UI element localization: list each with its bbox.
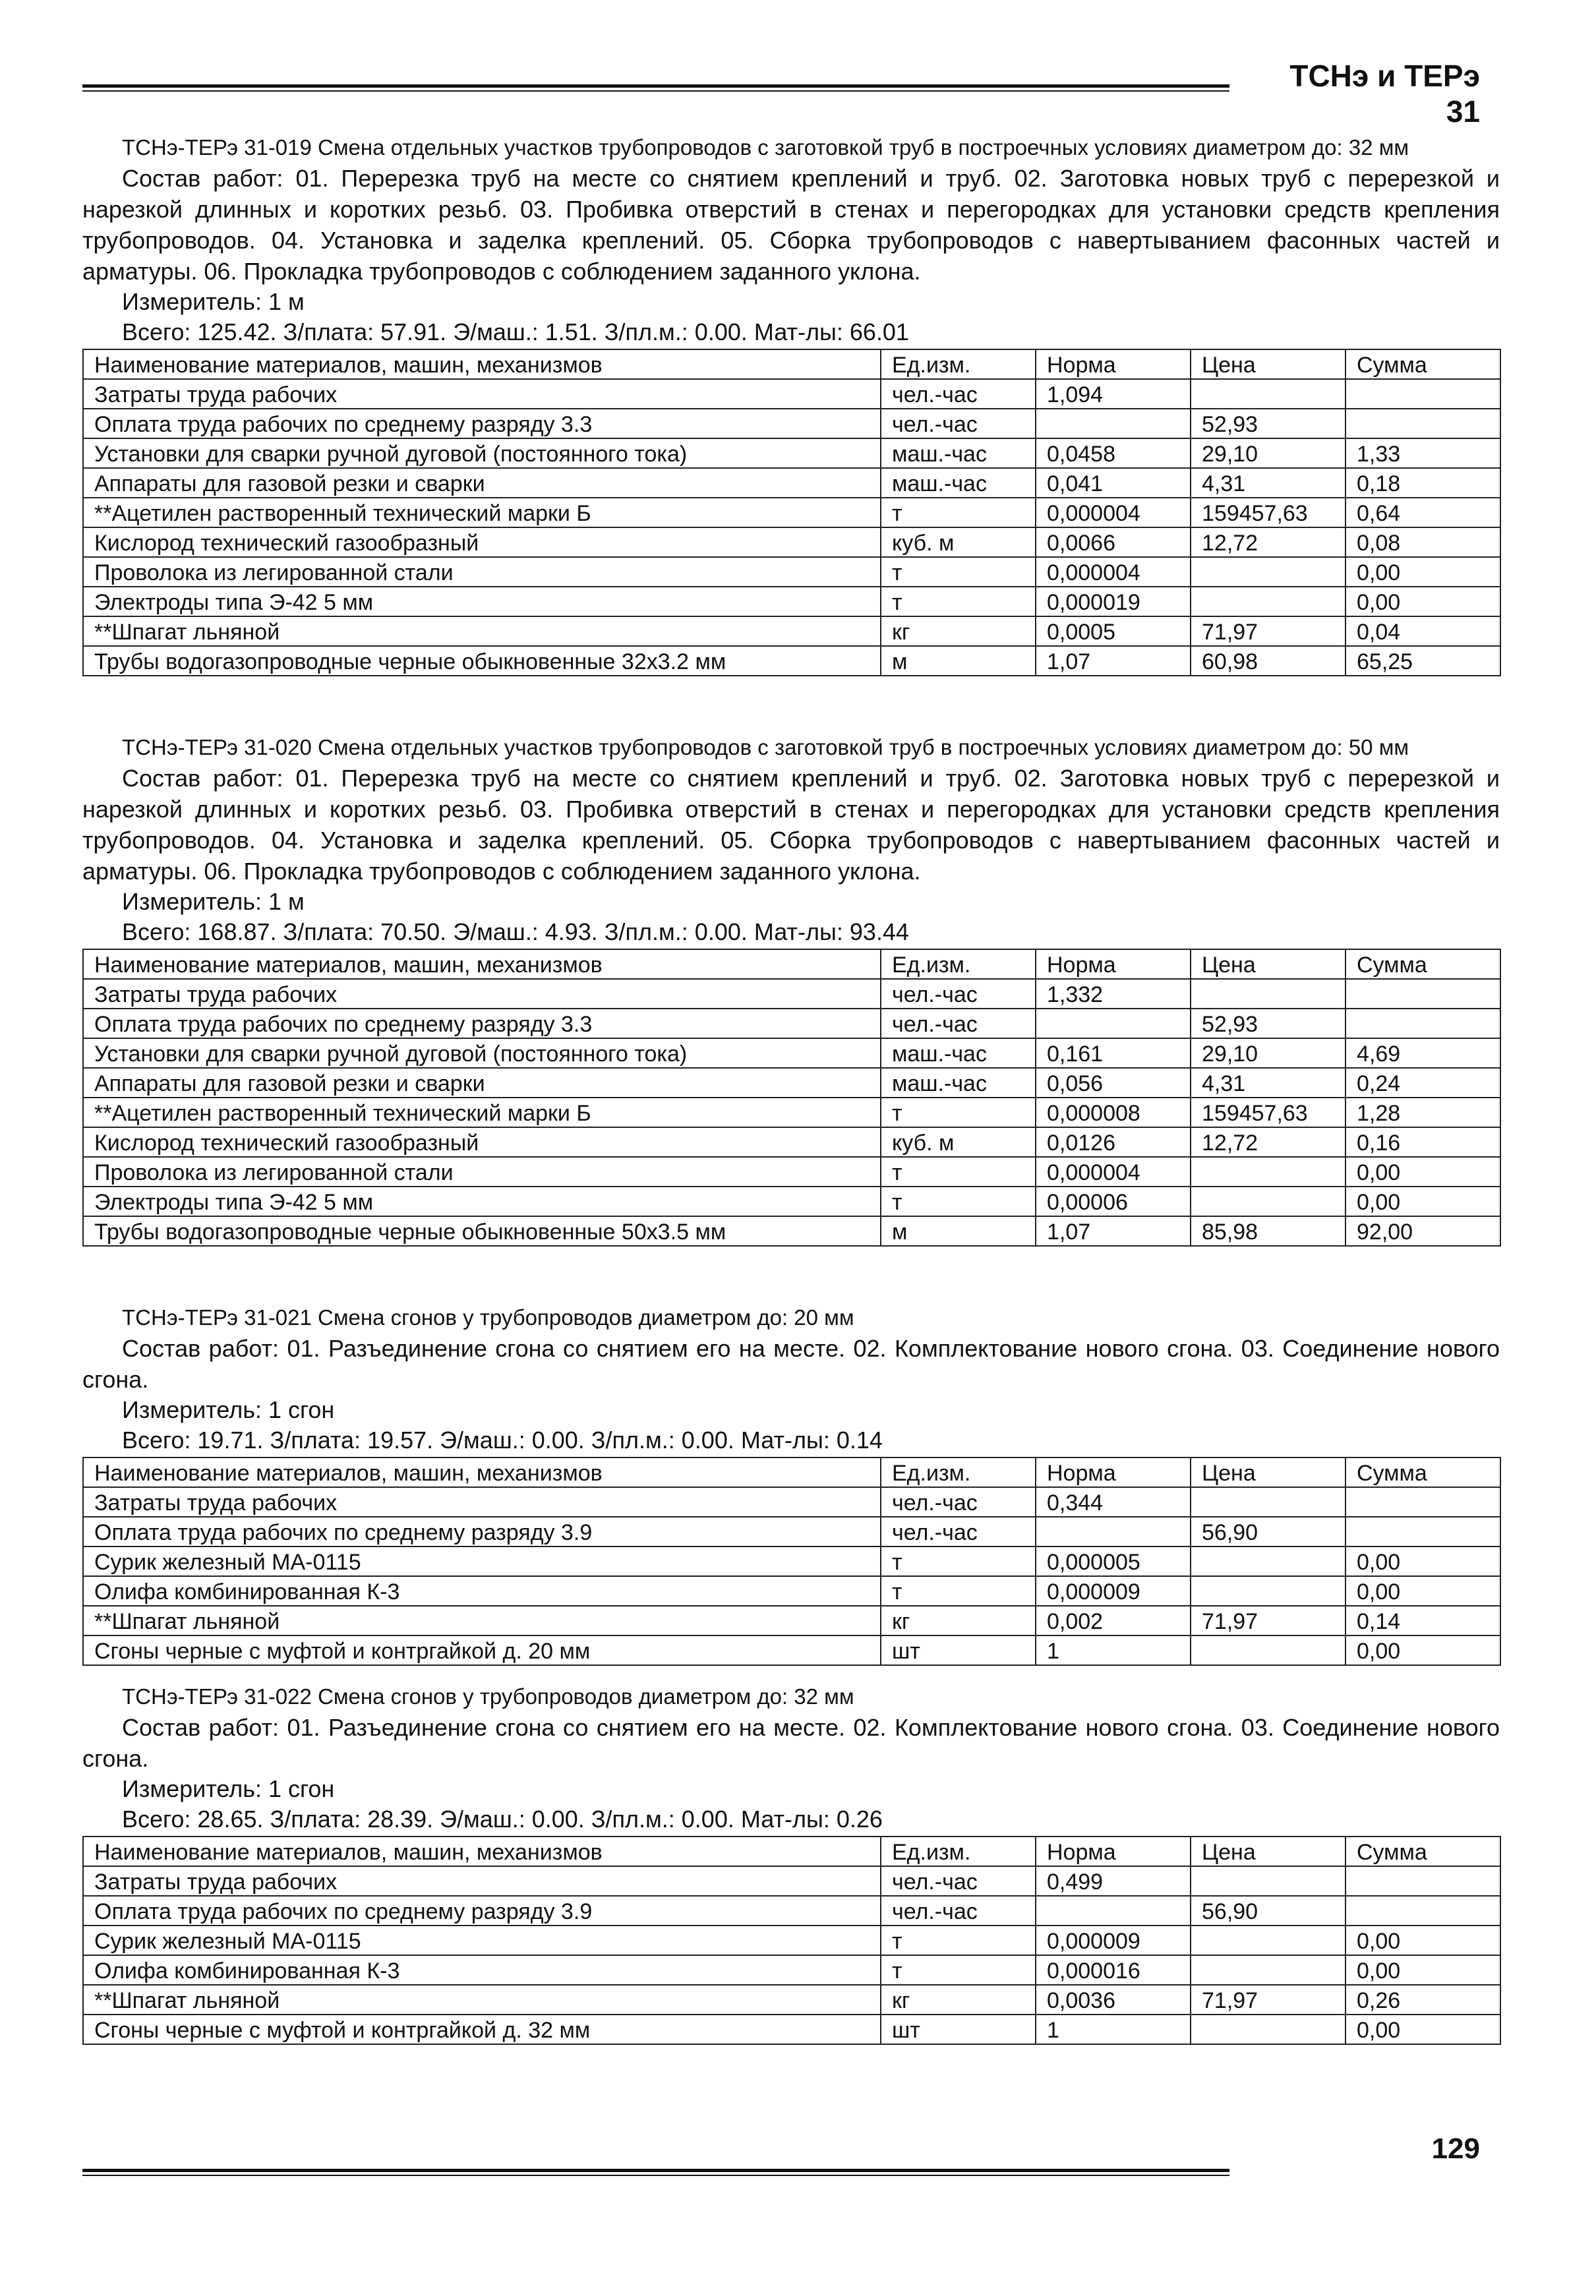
table-cell: маш.-час [881, 438, 1036, 468]
table-cell: Оплата труда рабочих по среднему разряду 3.3 [83, 409, 881, 438]
table-cell: **Ацетилен растворенный технический марки Б [83, 498, 881, 527]
table-row [83, 1517, 1500, 1546]
header-rule [82, 84, 1229, 92]
table-cell: 0,00 [1345, 557, 1500, 587]
table-row [83, 468, 1500, 498]
table-cell: чел.-час [881, 1487, 1036, 1517]
table-cell: 4,69 [1345, 1038, 1500, 1068]
table-cell: Трубы водогазопроводные черные обыкновенные 50x3.5 мм [83, 1216, 881, 1246]
table-cell: 0,00 [1345, 1546, 1500, 1576]
table-cell: Затраты труда рабочих [83, 979, 881, 1009]
table-row [83, 1068, 1500, 1098]
column-header: Цена [1191, 349, 1345, 379]
table-row [83, 438, 1500, 468]
table-cell: 0,000009 [1036, 1576, 1191, 1606]
table-cell: 0,002 [1036, 1606, 1191, 1635]
table-cell: Сурик железный МА-0115 [83, 1546, 881, 1576]
resource-table [82, 349, 1501, 676]
table-cell: 4,31 [1191, 1068, 1345, 1098]
table-cell: 1,07 [1036, 1216, 1191, 1246]
column-header: Наименование материалов, машин, механизмов [83, 949, 881, 979]
table-cell: 29,10 [1191, 1038, 1345, 1068]
column-header: Цена [1191, 1457, 1345, 1487]
table-cell: Олифа комбинированная К-3 [83, 1955, 881, 1985]
table-cell: т [881, 1926, 1036, 1955]
table-cell [1036, 409, 1191, 438]
table-cell: Проволока из легированной стали [83, 1157, 881, 1187]
table-cell: шт [881, 1635, 1036, 1665]
column-header: Ед.изм. [881, 349, 1036, 379]
cost-totals: Всего: 125.42. З/плата: 57.91. Э/маш.: 1.51. З/пл.м.: 0.00. Мат-лы: 66.01 [122, 318, 909, 345]
table-cell: 0,18 [1345, 468, 1500, 498]
resource-table [82, 949, 1501, 1247]
table-cell: Электроды типа Э-42 5 мм [83, 587, 881, 616]
table-cell [1345, 409, 1500, 438]
table-row [83, 1038, 1500, 1068]
section-31-021 [82, 1302, 1500, 1666]
table-cell: 0,0066 [1036, 527, 1191, 557]
section-title: ТСНэ-ТЕРэ 31-019 Смена отдельных участков трубопроводов с заготовкой труб в построечных условиях диаметром до: 32 мм [122, 135, 1409, 160]
table-cell: Затраты труда рабочих [83, 1487, 881, 1517]
table-cell: **Шпагат льняной [83, 1985, 881, 2015]
column-header: Норма [1036, 1837, 1191, 1866]
table-row [83, 616, 1500, 646]
table-cell: маш.-час [881, 1038, 1036, 1068]
section-title: ТСНэ-ТЕРэ 31-022 Смена сгонов у трубопроводов диаметром до: 32 мм [122, 1684, 854, 1709]
table-cell: 0,000004 [1036, 1157, 1191, 1187]
table-cell: 0,000004 [1036, 498, 1191, 527]
table-cell: 0,00 [1345, 1157, 1500, 1187]
table-cell: 0,00 [1345, 2015, 1500, 2044]
table-row [83, 646, 1500, 676]
table-cell [1191, 1576, 1345, 1606]
table-cell: 0,056 [1036, 1068, 1191, 1098]
table-cell: 0,000005 [1036, 1546, 1191, 1576]
table-cell: 0,00 [1345, 1926, 1500, 1955]
table-cell: Затраты труда рабочих [83, 1866, 881, 1896]
table-cell: Сгоны черные с муфтой и контргайкой д. 32 мм [83, 2015, 881, 2044]
table-cell: 0,000004 [1036, 557, 1191, 587]
table-cell [1036, 1517, 1191, 1546]
table-cell: чел.-час [881, 1866, 1036, 1896]
table-row [83, 1546, 1500, 1576]
table-row [83, 1127, 1500, 1157]
table-cell [1345, 1896, 1500, 1926]
table-row [83, 498, 1500, 527]
table-cell: 0,000016 [1036, 1955, 1191, 1985]
table-row [83, 1866, 1500, 1896]
table-cell: 1,094 [1036, 379, 1191, 409]
table-cell: Кислород технический газообразный [83, 527, 881, 557]
table-cell: 0,0126 [1036, 1127, 1191, 1157]
table-cell [1191, 1955, 1345, 1985]
table-cell: 1,332 [1036, 979, 1191, 1009]
table-cell: т [881, 1157, 1036, 1187]
table-cell: Сгоны черные с муфтой и контргайкой д. 20 мм [83, 1635, 881, 1665]
table-cell: т [881, 498, 1036, 527]
table-cell: 1,33 [1345, 438, 1500, 468]
column-header: Норма [1036, 949, 1191, 979]
table-cell: 1 [1036, 2015, 1191, 2044]
column-header: Цена [1191, 1837, 1345, 1866]
table-cell: 56,90 [1191, 1517, 1345, 1546]
table-cell: Установки для сварки ручной дуговой (постоянного тока) [83, 1038, 881, 1068]
table-cell: т [881, 1098, 1036, 1127]
footer-rule [82, 2169, 1229, 2176]
table-cell: Электроды типа Э-42 5 мм [83, 1187, 881, 1216]
table-row [83, 557, 1500, 587]
table-header-row [83, 1837, 1500, 1866]
table-cell: 0,24 [1345, 1068, 1500, 1098]
table-cell: т [881, 587, 1036, 616]
table-cell: 0,08 [1345, 527, 1500, 557]
table-row [83, 1009, 1500, 1038]
table-cell [1345, 1009, 1500, 1038]
table-cell: м [881, 646, 1036, 676]
unit-of-measure: Измеритель: 1 м [122, 288, 305, 315]
table-row [83, 1896, 1500, 1926]
table-cell: 0,0458 [1036, 438, 1191, 468]
table-cell [1345, 1866, 1500, 1896]
table-cell [1191, 1157, 1345, 1187]
table-cell [1345, 1517, 1500, 1546]
table-row [83, 1985, 1500, 2015]
table-cell: 29,10 [1191, 438, 1345, 468]
table-row [83, 409, 1500, 438]
work-composition: Состав работ: 01. Перерезка труб на месте со снятием креплений и труб. 02. Заготовка новых труб с перерезкой и нарезкой длинных и коротких резьб. 03. Пробивка отверстий в стенах и перегородках для установки средств крепления трубопроводов. 04. Установка и заделка креплений. 05. Сборка трубопроводов с навертыванием фасонных частей и арматуры. 06. Прокладка трубопроводов с соблюдением заданного уклона. [82, 165, 1500, 285]
work-composition: Состав работ: 01. Разъединение сгона со снятием его на месте. 02. Комплектование нового сгона. 03. Соединение нового сгона. [82, 1335, 1500, 1393]
table-cell: чел.-час [881, 979, 1036, 1009]
table-cell: 1 [1036, 1635, 1191, 1665]
unit-of-measure: Измеритель: 1 м [122, 888, 305, 915]
table-row [83, 1926, 1500, 1955]
table-cell [1036, 1009, 1191, 1038]
table-cell [1191, 1926, 1345, 1955]
table-cell: 85,98 [1191, 1216, 1345, 1246]
work-composition: Состав работ: 01. Разъединение сгона со снятием его на месте. 02. Комплектование нового сгона. 03. Соединение нового сгона. [82, 1714, 1500, 1772]
table-cell: 0,00 [1345, 1635, 1500, 1665]
table-cell [1345, 379, 1500, 409]
table-row [83, 379, 1500, 409]
table-cell: 0,00 [1345, 1187, 1500, 1216]
work-composition: Состав работ: 01. Перерезка труб на месте со снятием креплений и труб. 02. Заготовка новых труб с перерезкой и нарезкой длинных и коротких резьб. 03. Пробивка отверстий в стенах и перегородках для установки средств крепления трубопроводов. 04. Установка и заделка креплений. 05. Сборка трубопроводов с навертыванием фасонных частей и арматуры. 06. Прокладка трубопроводов с соблюдением заданного уклона. [82, 765, 1500, 885]
column-header: Наименование материалов, машин, механизмов [83, 1457, 881, 1487]
table-cell: Аппараты для газовой резки и сварки [83, 1068, 881, 1098]
section-title: ТСНэ-ТЕРэ 31-021 Смена сгонов у трубопроводов диаметром до: 20 мм [122, 1305, 854, 1330]
table-cell: 0,344 [1036, 1487, 1191, 1517]
table-cell: шт [881, 2015, 1036, 2044]
table-row [83, 1187, 1500, 1216]
table-row [83, 1487, 1500, 1517]
table-cell: 0,161 [1036, 1038, 1191, 1068]
table-cell: 0,14 [1345, 1606, 1500, 1635]
column-header: Ед.изм. [881, 949, 1036, 979]
table-cell: 0,00 [1345, 1576, 1500, 1606]
table-cell: Сурик железный МА-0115 [83, 1926, 881, 1955]
page-header-title: ТСНэ и ТЕРэ 31 [1289, 59, 1480, 129]
table-row [83, 1098, 1500, 1127]
table-cell: Установки для сварки ручной дуговой (постоянного тока) [83, 438, 881, 468]
table-cell [1191, 1487, 1345, 1517]
section-31-022 [82, 1681, 1500, 2045]
table-cell: 0,26 [1345, 1985, 1500, 2015]
table-cell: 71,97 [1191, 616, 1345, 646]
table-cell: т [881, 557, 1036, 587]
table-cell: маш.-час [881, 1068, 1036, 1098]
table-cell: Оплата труда рабочих по среднему разряду 3.9 [83, 1896, 881, 1926]
table-cell: 0,000008 [1036, 1098, 1191, 1127]
table-cell [1191, 1635, 1345, 1665]
column-header: Ед.изм. [881, 1457, 1036, 1487]
table-cell: кг [881, 1606, 1036, 1635]
table-cell: Трубы водогазопроводные черные обыкновенные 32x3.2 мм [83, 646, 881, 676]
resource-table [82, 1836, 1501, 2045]
table-cell: Олифа комбинированная К-3 [83, 1576, 881, 1606]
table-row [83, 1576, 1500, 1606]
table-cell: 0,0005 [1036, 616, 1191, 646]
table-cell: кг [881, 1985, 1036, 2015]
cost-totals: Всего: 168.87. З/плата: 70.50. Э/маш.: 4.93. З/пл.м.: 0.00. Мат-лы: 93.44 [122, 918, 909, 945]
table-cell: 0,000019 [1036, 587, 1191, 616]
table-cell: 92,00 [1345, 1216, 1500, 1246]
table-cell: т [881, 1187, 1036, 1216]
table-cell: 71,97 [1191, 1985, 1345, 2015]
column-header: Сумма [1345, 1457, 1500, 1487]
column-header: Цена [1191, 949, 1345, 979]
table-cell: 52,93 [1191, 409, 1345, 438]
table-cell: кг [881, 616, 1036, 646]
table-cell: 12,72 [1191, 527, 1345, 557]
table-cell: Проволока из легированной стали [83, 557, 881, 587]
table-cell: Оплата труда рабочих по среднему разряду 3.3 [83, 1009, 881, 1038]
table-cell [1191, 1866, 1345, 1896]
column-header: Норма [1036, 1457, 1191, 1487]
table-cell: 0,00 [1345, 1955, 1500, 1985]
table-cell [1345, 1487, 1500, 1517]
table-row [83, 587, 1500, 616]
section-31-019 [82, 132, 1500, 676]
table-cell: т [881, 1955, 1036, 1985]
table-cell: 4,31 [1191, 468, 1345, 498]
table-cell: 12,72 [1191, 1127, 1345, 1157]
table-cell: т [881, 1546, 1036, 1576]
table-cell [1191, 2015, 1345, 2044]
table-cell [1191, 1187, 1345, 1216]
column-header: Наименование материалов, машин, механизмов [83, 349, 881, 379]
table-cell: **Шпагат льняной [83, 1606, 881, 1635]
table-cell: чел.-час [881, 1517, 1036, 1546]
table-row [83, 527, 1500, 557]
table-cell: Оплата труда рабочих по среднему разряду 3.9 [83, 1517, 881, 1546]
table-cell: 0,04 [1345, 616, 1500, 646]
table-row [83, 1955, 1500, 1985]
resource-table [82, 1457, 1501, 1666]
page-number: 129 [1431, 2133, 1480, 2165]
table-cell: чел.-час [881, 379, 1036, 409]
table-cell: куб. м [881, 527, 1036, 557]
table-cell: м [881, 1216, 1036, 1246]
table-cell: 1,28 [1345, 1098, 1500, 1127]
table-cell: 0,64 [1345, 498, 1500, 527]
table-cell: 65,25 [1345, 646, 1500, 676]
section-title: ТСНэ-ТЕРэ 31-020 Смена отдельных участков трубопроводов с заготовкой труб в построечных условиях диаметром до: 50 мм [122, 735, 1409, 759]
table-cell: куб. м [881, 1127, 1036, 1157]
column-header: Сумма [1345, 1837, 1500, 1866]
unit-of-measure: Измеритель: 1 сгон [122, 1775, 335, 1802]
cost-totals: Всего: 19.71. З/плата: 19.57. Э/маш.: 0.00. З/пл.м.: 0.00. Мат-лы: 0.14 [122, 1427, 883, 1454]
table-cell: 0,499 [1036, 1866, 1191, 1896]
table-cell: маш.-час [881, 468, 1036, 498]
table-cell: **Ацетилен растворенный технический марки Б [83, 1098, 881, 1127]
table-header-row [83, 1457, 1500, 1487]
table-row [83, 1635, 1500, 1665]
table-cell: **Шпагат льняной [83, 616, 881, 646]
table-row [83, 979, 1500, 1009]
table-cell: 71,97 [1191, 1606, 1345, 1635]
table-cell: Затраты труда рабочих [83, 379, 881, 409]
table-cell: Кислород технический газообразный [83, 1127, 881, 1157]
column-header: Наименование материалов, машин, механизмов [83, 1837, 881, 1866]
table-cell: 0,00006 [1036, 1187, 1191, 1216]
table-cell: 159457,63 [1191, 1098, 1345, 1127]
column-header: Сумма [1345, 349, 1500, 379]
table-cell [1036, 1896, 1191, 1926]
table-cell [1191, 1546, 1345, 1576]
table-row [83, 2015, 1500, 2044]
table-row [83, 1216, 1500, 1246]
table-cell: 159457,63 [1191, 498, 1345, 527]
table-cell: Аппараты для газовой резки и сварки [83, 468, 881, 498]
table-row [83, 1606, 1500, 1635]
cost-totals: Всего: 28.65. З/плата: 28.39. Э/маш.: 0.00. З/пл.м.: 0.00. Мат-лы: 0.26 [122, 1806, 883, 1833]
table-cell: т [881, 1576, 1036, 1606]
table-cell: 60,98 [1191, 646, 1345, 676]
column-header: Норма [1036, 349, 1191, 379]
table-cell: 0,0036 [1036, 1985, 1191, 2015]
table-cell: чел.-час [881, 1896, 1036, 1926]
column-header: Сумма [1345, 949, 1500, 979]
table-row [83, 1157, 1500, 1187]
table-cell: 1,07 [1036, 646, 1191, 676]
table-cell [1191, 587, 1345, 616]
table-cell [1191, 557, 1345, 587]
table-cell: 0,041 [1036, 468, 1191, 498]
unit-of-measure: Измеритель: 1 сгон [122, 1396, 335, 1423]
table-header-row [83, 349, 1500, 379]
table-cell: 0,00 [1345, 587, 1500, 616]
table-header-row [83, 949, 1500, 979]
table-cell: 0,000009 [1036, 1926, 1191, 1955]
table-cell: чел.-час [881, 1009, 1036, 1038]
table-cell: 0,16 [1345, 1127, 1500, 1157]
section-31-020 [82, 732, 1500, 1247]
table-cell [1191, 379, 1345, 409]
table-cell: чел.-час [881, 409, 1036, 438]
table-cell: 52,93 [1191, 1009, 1345, 1038]
table-cell: 56,90 [1191, 1896, 1345, 1926]
column-header: Ед.изм. [881, 1837, 1036, 1866]
table-cell [1191, 979, 1345, 1009]
table-cell [1345, 979, 1500, 1009]
